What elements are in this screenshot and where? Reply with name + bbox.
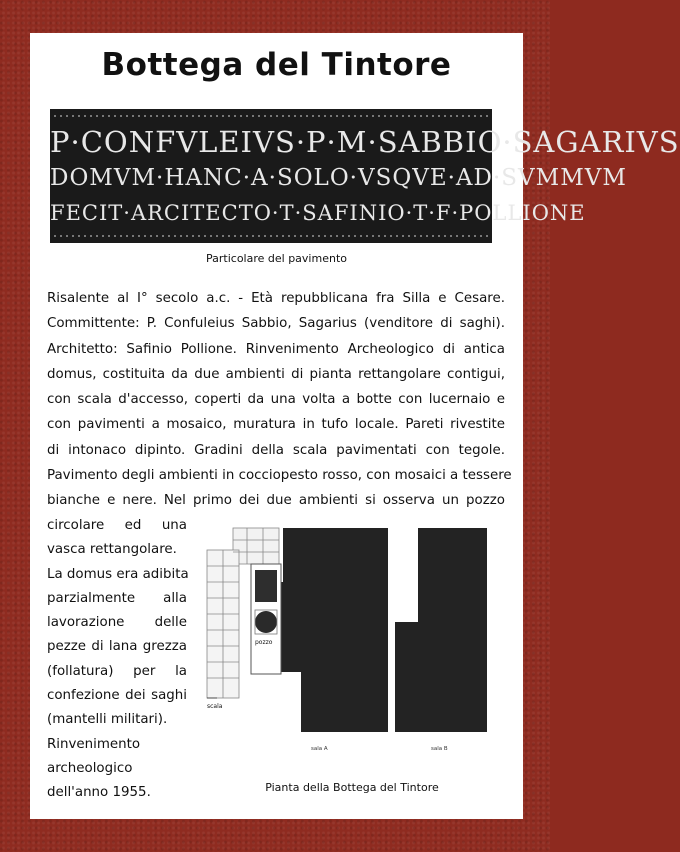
dividing-wall <box>388 528 418 622</box>
side-line: (mantelli militari). <box>47 712 168 728</box>
side-line: parzialmente alla <box>47 590 187 606</box>
sala-a-label: sala A <box>311 746 328 752</box>
body-line: Risalente al I° secolo a.c. - Età repubblicana fra Silla e Cesare. <box>47 291 505 306</box>
body-paragraph <box>47 286 512 514</box>
side-line: circolare ed una <box>47 518 187 533</box>
body-line: con pavimenti a mosaico, muratura in tufo locale. Pareti rivestite <box>47 417 505 433</box>
scala-label: scala <box>207 703 223 710</box>
body-line: domus, costituita da due ambienti di pianta rettangolare contigui, <box>47 366 505 382</box>
side-line: La domus era adibita <box>47 566 189 582</box>
inscription-line-2: DOMVM·HANC·A·SOLO·VSQVE·AD·SVMMVM <box>50 165 627 191</box>
body-line: Architetto: Safinio Pollione. Rinvenimento Archeologico di antica <box>47 341 505 357</box>
side-line: pezze di lana grezza <box>47 639 187 655</box>
inscription-image <box>50 109 680 243</box>
body-line: Committente: P. Confuleius Sabbio, Sagarius (venditore di saghi). <box>47 316 505 332</box>
sign-title: Bottega del Tintore <box>101 47 452 83</box>
side-paragraph <box>47 514 187 806</box>
inscription-border-bottom <box>54 235 488 237</box>
sign-panel <box>30 33 680 819</box>
side-line: vasca rettangolare. <box>47 542 177 558</box>
floor-plan <box>203 522 491 760</box>
side-line: archeologico <box>47 760 133 776</box>
body-line: bianche e nere. Nel primo dei due ambienti si osserva un pozzo <box>47 493 505 509</box>
vasca <box>255 570 277 602</box>
side-line: confezione dei saghi <box>47 688 187 704</box>
floor-plan-drawing <box>203 522 491 760</box>
side-line: lavorazione delle <box>47 615 187 631</box>
pozzo-circle <box>255 611 277 633</box>
body-line: Pavimento degli ambienti in cocciopesto rosso, con mosaici a tessere <box>47 468 512 484</box>
body-line: con scala d'accesso, coperti da una volta a botte con lucernaio e <box>47 392 505 408</box>
sala-b-label: sala B <box>431 746 448 752</box>
room-a <box>279 528 388 732</box>
side-line: Rinvenimento <box>47 736 141 752</box>
pozzo-label: pozzo <box>255 639 273 646</box>
side-line: (follatura) per la <box>47 663 187 679</box>
inscription-border-top <box>54 115 488 117</box>
inscription-line-1: P·CONFVLEIVS·P·M·SABBIO·SAGARIVS <box>50 125 680 159</box>
body-line: di intonaco dipinto. Gradini della scala pavimentati con tegole. <box>47 442 505 458</box>
side-line: dell'anno 1955. <box>47 785 151 801</box>
plan-caption: Pianta della Bottega del Tintore <box>265 781 439 794</box>
inscription-line-3: FECIT·ARCITECTO·T·SAFINIO·T·F·POLLIONE <box>50 201 586 225</box>
inscription-caption: Particolare del pavimento <box>206 252 347 265</box>
